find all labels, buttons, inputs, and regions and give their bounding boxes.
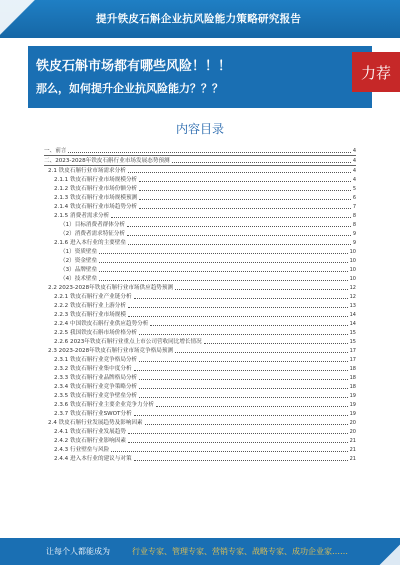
toc-entry-text: 2.1.6 进入本行业的主要壁垒 [54, 240, 126, 246]
toc-entry[interactable] [44, 265, 356, 274]
toc-leader-dots [68, 152, 350, 153]
toc-entry[interactable] [44, 166, 356, 175]
toc-leader-dots [111, 451, 347, 452]
toc-entry-text: （2）资金壁垒 [60, 258, 98, 264]
toc-entry-text: （2）消费者需求特征分析 [60, 231, 126, 237]
toc-entry-text: 2.2.2 铁皮石斛行业上游分析 [54, 303, 126, 309]
toc-entry-page: 4 [352, 168, 356, 174]
toc-entry-page: 15 [349, 339, 356, 345]
toc-entry[interactable] [44, 328, 356, 337]
toc-entry[interactable] [44, 319, 356, 328]
toc-entry-text: 二、2023-2028年铁皮石斛行业市场发展态势预测 [44, 158, 170, 164]
toc-leader-dots [111, 217, 351, 218]
toc-entry[interactable] [44, 355, 356, 364]
toc-leader-dots [134, 370, 348, 371]
toc-leader-dots [175, 352, 348, 353]
toc-entry-text: 2.4 铁皮石斛行业发展趋势及影响因素 [48, 420, 143, 426]
toc-entry-text: 2.2.4 中国铁皮石斛行业供应趋势分析 [54, 321, 149, 327]
toc-entry-page: 10 [349, 267, 356, 273]
toc-entry[interactable] [44, 220, 356, 229]
toc-entry[interactable] [44, 283, 356, 292]
toc-entry-page: 12 [349, 285, 356, 291]
toc-entry-page: 10 [349, 276, 356, 282]
page-title: 提升铁皮石斛企业抗风险能力策略研究报告 [96, 13, 302, 25]
toc-entry-text: （1）目标消费者群体分析 [60, 222, 126, 228]
toc-entry[interactable] [44, 337, 356, 346]
toc-entry[interactable] [44, 373, 356, 382]
toc-entry-page: 14 [349, 312, 356, 318]
toc-entry[interactable] [44, 400, 356, 409]
toc-entry-page: 5 [352, 186, 356, 192]
toc-leader-dots [99, 253, 348, 254]
toc-entry[interactable] [44, 292, 356, 301]
toc-entry-text: 2.3.6 铁皮石斛行业主要企业竞争力分析 [54, 402, 154, 408]
toc-entry-text: 2.3.5 铁皮石斛行业竞争壁垒分析 [54, 393, 138, 399]
toc-entry[interactable] [44, 202, 356, 211]
toc-entry-page: 13 [349, 303, 356, 309]
toc-entry-page: 19 [349, 411, 356, 417]
toc-entry-text: 2.2.5 我国铁皮石斛市场价格分析 [54, 330, 138, 336]
table-of-contents [44, 146, 356, 463]
toc-entry-page: 9 [352, 231, 356, 237]
toc-entry[interactable] [44, 229, 356, 238]
toc-entry-text: 2.4.2 铁皮石斛行业影响因素 [54, 438, 126, 444]
toc-entry-page: 21 [349, 447, 356, 453]
toc-leader-dots [139, 388, 347, 389]
toc-entry-text: 2.3.7 铁皮石斛行业SWOT分析 [54, 411, 132, 417]
toc-entry-text: （3）品牌壁垒 [60, 267, 98, 273]
header-decoration [0, 0, 60, 38]
toc-entry-page: 9 [352, 240, 356, 246]
toc-entry-page: 10 [349, 249, 356, 255]
toc-entry-page: 17 [349, 357, 356, 363]
toc-entry-page: 15 [349, 330, 356, 336]
toc-entry-page: 20 [349, 420, 356, 426]
banner-subheadline: 那么，如何提升企业抗风险能力？？？ [36, 82, 223, 95]
toc-entry-text: 2.3.1 铁皮石斛行业竞争格局分析 [54, 357, 138, 363]
toc-entry-text: 2.1.3 铁皮石斛行业市场规模预测 [54, 195, 138, 201]
toc-entry-text: 2.4.3 行业壁垒与风险 [54, 447, 110, 453]
toc-leader-dots [128, 316, 348, 317]
toc-leader-dots [145, 424, 348, 425]
toc-entry[interactable] [44, 175, 356, 184]
promo-banner [28, 46, 372, 108]
toc-leader-dots [139, 208, 351, 209]
toc-entry-text: 2.1.4 铁皮石斛行业市场趋势分析 [54, 204, 138, 210]
toc-entry-text: 2.2 2023-2028年铁皮石斛行业市场供应趋势预测 [48, 285, 174, 291]
toc-entry-text: 2.2.3 铁皮石斛行业市场规模 [54, 312, 126, 318]
toc-entry-page: 17 [349, 348, 356, 354]
toc-entry[interactable] [44, 436, 356, 445]
toc-leader-dots [175, 289, 348, 290]
toc-entry-page: 6 [352, 195, 356, 201]
toc-entry[interactable] [44, 454, 356, 463]
toc-entry-page: 4 [352, 177, 356, 183]
toc-entry-text: 2.1 铁皮石斛行业市场需求分析 [48, 168, 126, 174]
toc-entry-page: 10 [349, 258, 356, 264]
toc-entry-text: 2.2.1 铁皮石斛行业产业链分析 [54, 294, 132, 300]
toc-leader-dots [128, 172, 351, 173]
toc-entry-text: 2.3.3 铁皮石斛行业品牌格局分析 [54, 375, 138, 381]
toc-entry-page: 19 [349, 402, 356, 408]
toc-leader-dots [128, 433, 348, 434]
toc-leader-dots [139, 379, 347, 380]
toc-entry[interactable] [44, 445, 356, 454]
toc-entry-text: 2.4.4 进入本行业的建议与对策 [54, 456, 132, 462]
toc-leader-dots [99, 262, 348, 263]
toc-leader-dots [139, 199, 351, 200]
footer-roles: 行业专家、管理专家、营销专家、战略专家、成功企业家…… [132, 547, 348, 556]
toc-entry-text: 2.3.2 铁皮石斛行业集中度分析 [54, 366, 132, 372]
toc-entry-text: 2.3.4 铁皮石斛行业竞争策略分析 [54, 384, 138, 390]
toc-entry[interactable] [44, 193, 356, 202]
toc-leader-dots [139, 181, 351, 182]
toc-leader-dots [128, 244, 351, 245]
toc-entry-text: 2.1.2 铁皮石斛行业市场份额分析 [54, 186, 138, 192]
toc-leader-dots [128, 442, 348, 443]
toc-entry-page: 18 [349, 384, 356, 390]
toc-leader-dots [127, 235, 351, 236]
toc-entry-page: 21 [349, 456, 356, 462]
toc-entry[interactable] [44, 391, 356, 400]
recommend-badge: 力荐 [352, 52, 400, 92]
toc-leader-dots [128, 307, 348, 308]
toc-entry-page: 18 [349, 375, 356, 381]
banner-headline: 铁皮石斛市场都有哪些风险！！！ [36, 59, 232, 74]
footer-decoration [360, 538, 400, 565]
toc-entry[interactable] [44, 427, 356, 436]
footer-bar [0, 538, 400, 565]
toc-leader-dots [134, 415, 348, 416]
toc-entry-page: 12 [349, 294, 356, 300]
toc-leader-dots [204, 343, 348, 344]
toc-leader-dots [156, 406, 348, 407]
toc-leader-dots [134, 298, 348, 299]
toc-leader-dots [150, 325, 347, 326]
toc-entry[interactable] [44, 418, 356, 427]
toc-entry[interactable] [44, 146, 356, 156]
toc-entry-page: 8 [352, 213, 356, 219]
toc-entry-text: 2.4.1 铁皮石斛行业发展趋势 [54, 429, 126, 435]
toc-leader-dots [139, 361, 347, 362]
toc-leader-dots [99, 271, 348, 272]
toc-leader-dots [134, 460, 348, 461]
toc-entry[interactable] [44, 274, 356, 283]
toc-entry-page: 7 [352, 204, 356, 210]
header-bar [0, 0, 400, 38]
footer-slogan: 让每个人都能成为 [46, 547, 110, 556]
toc-entry[interactable] [44, 310, 356, 319]
toc-entry-text: （1）资质壁垒 [60, 249, 98, 255]
toc-entry[interactable] [44, 382, 356, 391]
toc-title: 内容目录 [175, 122, 224, 136]
toc-leader-dots [127, 226, 351, 227]
toc-entry[interactable] [44, 184, 356, 193]
toc-entry-page: 14 [349, 321, 356, 327]
toc-entry-page: 19 [349, 393, 356, 399]
toc-entry-page: 18 [349, 366, 356, 372]
toc-entry-page: 8 [352, 222, 356, 228]
toc-entry[interactable] [44, 346, 356, 355]
toc-entry[interactable] [44, 409, 356, 418]
toc-entry[interactable] [44, 247, 356, 256]
toc-entry[interactable] [44, 238, 356, 247]
toc-entry-text: 2.1.5 消费者需求分析 [54, 213, 110, 219]
toc-entry-text: （4）技术壁垒 [60, 276, 98, 282]
toc-entry[interactable] [44, 156, 356, 166]
toc-entry[interactable] [44, 301, 356, 310]
toc-entry[interactable] [44, 211, 356, 220]
toc-leader-dots [172, 162, 351, 163]
toc-entry-text: 2.2.6 2023年铁皮石斛行业重点上市公司营收同比增长情况 [54, 339, 202, 345]
toc-entry-text: 2.3 2023-2028年铁皮石斛行业市场竞争格局预测 [48, 348, 174, 354]
toc-leader-dots [99, 280, 348, 281]
toc-leader-dots [139, 397, 347, 398]
toc-leader-dots [139, 190, 351, 191]
toc-entry-page: 4 [352, 158, 356, 164]
toc-leader-dots [139, 334, 347, 335]
toc-entry-text: 一、前言 [44, 148, 67, 154]
toc-entry[interactable] [44, 256, 356, 265]
toc-entry-text: 2.1.1 铁皮石斛行业市场规模分析 [54, 177, 138, 183]
toc-entry-page: 20 [349, 429, 356, 435]
toc-entry-page: 4 [352, 148, 356, 154]
toc-entry[interactable] [44, 364, 356, 373]
toc-entry-page: 21 [349, 438, 356, 444]
